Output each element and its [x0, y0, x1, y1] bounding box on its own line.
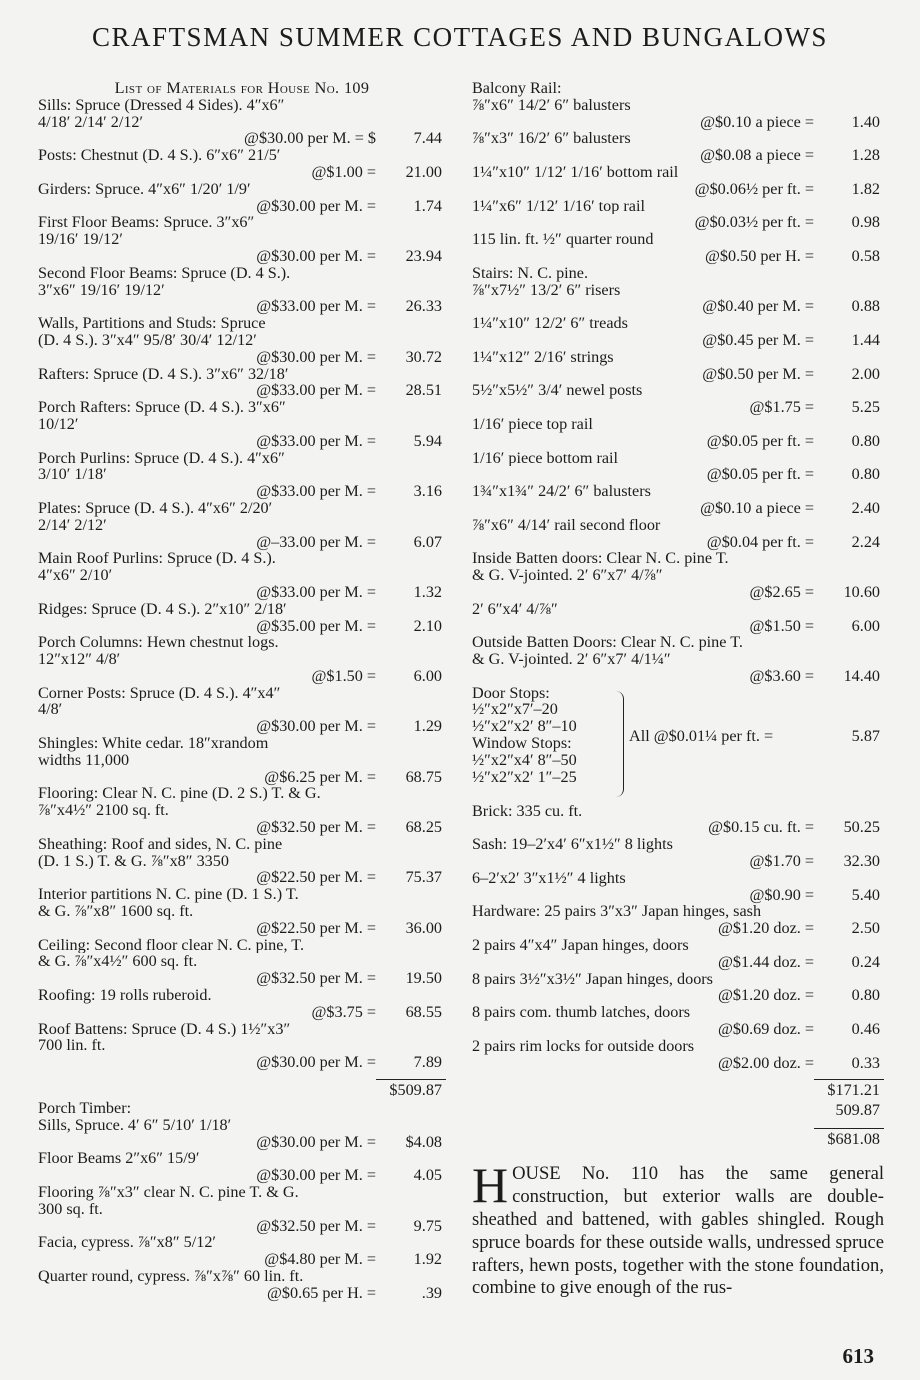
item-description: (D. 1 S.) T. & G. ⅞″x8″ 3350	[38, 852, 229, 870]
paragraph-text: OUSE No. 110 has the same general construction, but exterior walls are double-sheathed and battened, with gables shingled. Rough spruce boards for these outside walls, undressed spruce rafters, hewn posts, together with the stone foundation, combine to give enough of the rus-	[472, 1163, 884, 1299]
price-line	[38, 769, 446, 786]
item-amount: 1.44	[851, 330, 880, 349]
item-description: Balcony Rail:	[472, 80, 562, 97]
item-description: Ceiling: Second floor clear N. C. pine, T.	[38, 936, 304, 954]
item-description: & G. V-jointed. 2′ 6″x7′ 4/1¼″	[472, 651, 671, 668]
item-description: 4/18′ 2/14′ 2/12′	[38, 113, 144, 131]
item-rate: @$1.20 doz. =	[718, 919, 814, 938]
material-item	[38, 735, 446, 785]
item-rate: @$22.50 per M. =	[256, 868, 376, 887]
item-description: Rafters: Spruce (D. 4 S.). 3″x6″ 32/18′	[38, 365, 289, 383]
material-item	[472, 416, 884, 450]
material-item	[472, 550, 884, 600]
price-line	[38, 248, 446, 265]
item-rate: @$30.00 per M. =	[256, 196, 376, 215]
item-amount: 0.80	[851, 431, 880, 450]
item-amount: 68.55	[405, 1002, 442, 1021]
item-amount: 1.32	[413, 582, 442, 601]
material-item	[472, 198, 884, 232]
item-amount: 19.50	[405, 969, 442, 988]
item-rate: @–33.00 per M. =	[256, 532, 376, 551]
item-description: Plates: Spruce (D. 4 S.). 4″x6″ 2/20′	[38, 499, 273, 517]
price-line	[472, 534, 884, 551]
item-rate: @$35.00 per M. =	[256, 616, 376, 635]
drop-cap: H	[472, 1157, 509, 1214]
price-line	[472, 181, 884, 198]
item-rate: @$30.00 per M. =	[256, 1053, 376, 1072]
item-description: 2 pairs rim locks for outside doors	[472, 1037, 695, 1055]
item-description: Brick: 335 cu. ft.	[472, 802, 583, 820]
item-description: 2 pairs 4″x4″ Japan hinges, doors	[472, 937, 689, 954]
item-rate: @$33.00 per M. =	[256, 431, 376, 450]
price-line	[38, 483, 446, 500]
item-description: Main Roof Purlins: Spruce (D. 4 S.).	[38, 550, 276, 568]
stops-bracket-group	[472, 685, 884, 803]
price-line	[38, 584, 446, 601]
brick-sash-hardware-list	[472, 803, 884, 1072]
item-rate: @$30.00 per M. =	[256, 246, 376, 265]
material-item	[472, 634, 884, 684]
right-column	[472, 80, 884, 1300]
item-rate: @$30.00 per M. = $	[244, 129, 376, 148]
item-amount: 30.72	[405, 347, 442, 366]
item-description: Flooring: Clear N. C. pine (D. 2 S.) T. & G.	[38, 785, 321, 803]
price-line	[472, 114, 884, 131]
item-amount: 1.28	[851, 146, 880, 165]
brace-icon	[615, 691, 624, 797]
material-item	[472, 836, 884, 870]
item-description: Roof Battens: Spruce (D. 4 S.) 1½″x3″	[38, 1020, 291, 1038]
item-amount: 0.24	[851, 952, 880, 971]
material-item	[38, 399, 446, 449]
item-amount: 2.50	[851, 919, 880, 938]
item-rate: @$1.50 =	[311, 666, 376, 685]
balcony-stairs-list	[472, 80, 884, 685]
item-description: Facia, cypress. ⅞″x8″ 5/12′	[38, 1234, 216, 1252]
item-rate: @$33.00 per M. =	[256, 297, 376, 316]
stops-line: Door Stops:	[472, 683, 550, 702]
price-line	[38, 1285, 446, 1302]
item-description: 1/16′ piece bottom rail	[472, 449, 619, 467]
item-rate: @$3.75 =	[311, 1002, 376, 1021]
stops-line: ½″x2″x2′ 8″–10	[472, 717, 577, 736]
stops-line: ½″x2″x7′–20	[472, 700, 558, 719]
price-line	[472, 147, 884, 164]
item-description: Ridges: Spruce (D. 4 S.). 2″x10″ 2/18′	[38, 600, 287, 618]
material-item	[472, 1004, 884, 1038]
item-rate: @$0.05 per ft. =	[706, 465, 814, 484]
item-amount: 4.05	[413, 1166, 442, 1185]
material-item	[472, 803, 884, 837]
item-amount: 3.16	[413, 482, 442, 501]
item-rate: @$0.04 per ft. =	[706, 532, 814, 551]
stops-line: ½″x2″x4′ 8″–50	[472, 750, 577, 769]
item-rate: @$0.03½ per ft. =	[694, 213, 814, 232]
material-item	[472, 483, 884, 517]
item-amount: 75.37	[405, 868, 442, 887]
item-amount: 0.80	[851, 465, 880, 484]
item-amount: 10.60	[843, 582, 880, 601]
item-description: Outside Batten Doors: Clear N. C. pine T.	[472, 634, 743, 652]
item-description: 2/14′ 2/12′	[38, 516, 107, 534]
item-description: Flooring ⅞″x3″ clear N. C. pine T. & G.	[38, 1184, 299, 1201]
price-line	[38, 164, 446, 181]
item-amount: 2.00	[851, 364, 880, 383]
price-line	[38, 718, 446, 735]
item-description: First Floor Beams: Spruce. 3″x6″	[38, 214, 255, 232]
material-item	[38, 685, 446, 735]
price-line	[38, 970, 446, 987]
item-amount: 2.10	[413, 616, 442, 635]
item-rate: @$1.50 =	[749, 616, 814, 635]
item-description: Hardware: 25 pairs 3″x3″ Japan hinges, sash	[472, 903, 762, 921]
item-amount: 2.24	[851, 532, 880, 551]
price-line	[38, 1167, 446, 1184]
price-line	[472, 954, 884, 971]
material-item	[38, 181, 446, 215]
house-total: $509.87	[389, 1081, 442, 1100]
material-item	[38, 265, 446, 315]
material-item	[38, 634, 446, 684]
porch-timber-heading: Porch Timber:	[38, 1100, 132, 1117]
item-amount: 50.25	[843, 818, 880, 837]
material-item	[38, 785, 446, 835]
item-description: 700 lin. ft.	[38, 1037, 106, 1055]
item-rate: @$0.65 per H. =	[266, 1283, 376, 1302]
item-amount: 21.00	[405, 162, 442, 181]
item-description: Second Floor Beams: Spruce (D. 4 S.).	[38, 264, 291, 282]
material-item	[38, 450, 446, 500]
price-line	[38, 298, 446, 315]
stops-amount: 5.87	[851, 726, 880, 745]
grand-total: $681.08	[827, 1130, 880, 1149]
item-amount: 0.33	[851, 1053, 880, 1072]
item-amount: 0.88	[851, 297, 880, 316]
material-item	[38, 1268, 446, 1302]
left-column	[38, 80, 446, 1302]
item-description: widths 11,000	[38, 751, 130, 769]
item-description: ⅞″x6″ 4/14′ rail second floor	[472, 516, 661, 534]
item-amount: 23.94	[405, 246, 442, 265]
item-description: ⅞″x7½″ 13/2′ 6″ risers	[472, 281, 621, 299]
material-item	[38, 97, 446, 147]
material-item	[38, 550, 446, 600]
item-description: Roofing: 19 rolls ruberoid.	[38, 987, 212, 1004]
item-rate: @$0.06½ per ft. =	[694, 179, 814, 198]
price-line	[472, 433, 884, 450]
price-line	[472, 1021, 884, 1038]
price-line	[472, 584, 884, 601]
item-description: Floor Beams 2″x6″ 15/9′	[38, 1150, 200, 1168]
item-amount: 6.00	[851, 616, 880, 635]
item-amount: 0.98	[851, 213, 880, 232]
price-line	[38, 819, 446, 836]
material-item	[38, 836, 446, 886]
item-rate: @$0.15 cu. ft. =	[708, 818, 814, 837]
item-amount: 32.30	[843, 852, 880, 871]
item-rate: @$30.00 per M. =	[256, 347, 376, 366]
item-rate: @$1.70 =	[749, 852, 814, 871]
item-amount: 5.94	[413, 431, 442, 450]
item-description: & G. V-jointed. 2′ 6″x7′ 4/⅞″	[472, 567, 663, 584]
item-amount: $4.08	[405, 1132, 442, 1151]
price-line	[472, 618, 884, 635]
item-amount: 14.40	[843, 666, 880, 685]
item-description: 5½″x5½″ 3/4′ newel posts	[472, 382, 643, 400]
price-line	[472, 214, 884, 231]
item-description: Corner Posts: Spruce (D. 4 S.). 4″x4″	[38, 684, 281, 702]
item-amount: 6.07	[413, 532, 442, 551]
material-item	[472, 517, 884, 551]
material-item	[472, 870, 884, 904]
item-amount: 36.00	[405, 918, 442, 937]
item-description: Girders: Spruce. 4″x6″ 1/20′ 1/9′	[38, 180, 251, 198]
price-line	[38, 1251, 446, 1268]
price-line	[472, 332, 884, 349]
price-line	[472, 887, 884, 904]
item-amount: 5.25	[851, 398, 880, 417]
item-rate: @$32.50 per M. =	[256, 1216, 376, 1235]
item-rate: @$0.10 a piece =	[700, 112, 814, 131]
material-item	[472, 231, 884, 265]
item-description: 3/10′ 1/18′	[38, 466, 107, 484]
item-rate: @$33.00 per M. =	[256, 482, 376, 501]
material-item	[38, 601, 446, 635]
material-item	[38, 366, 446, 400]
price-line	[472, 853, 884, 870]
item-rate: @$0.50 per H. =	[704, 246, 814, 265]
item-rate: @$1.75 =	[749, 398, 814, 417]
item-description: 1¾″x1¾″ 24/2′ 6″ balusters	[472, 483, 651, 500]
item-description: 8 pairs 3½″x3½″ Japan hinges, doors	[472, 970, 713, 988]
item-description: Sills: Spruce (Dressed 4 Sides). 4″x6″	[38, 96, 285, 114]
material-item	[472, 971, 884, 1005]
price-line	[472, 399, 884, 416]
item-rate: @$1.44 doz. =	[718, 952, 814, 971]
item-amount: 68.25	[405, 818, 442, 837]
item-description: Porch Columns: Hewn chestnut logs.	[38, 634, 279, 652]
price-line	[472, 668, 884, 685]
item-amount: 5.40	[851, 885, 880, 904]
item-rate: @$0.90 =	[749, 885, 814, 904]
stops-line: ½″x2″x2′ 1″–25	[472, 767, 577, 786]
item-rate: @$1.20 doz. =	[718, 986, 814, 1005]
item-description: Sheathing: Roof and sides, N. C. pine	[38, 835, 283, 853]
price-line	[38, 1134, 446, 1151]
item-rate: @$0.69 doz. =	[718, 1020, 814, 1039]
item-description: 10/12′	[38, 415, 79, 433]
price-line	[38, 618, 446, 635]
item-rate: @$2.00 doz. =	[718, 1053, 814, 1072]
item-description: 2′ 6″x4′ 4/⅞″	[472, 600, 558, 618]
material-item	[472, 315, 884, 349]
item-description: Porch Purlins: Spruce (D. 4 S.). 4″x6″	[38, 449, 285, 467]
item-amount: 7.44	[413, 129, 442, 148]
item-amount: 1.74	[413, 196, 442, 215]
list-heading: List of Materials for House No. 109	[114, 79, 370, 97]
item-amount: 0.80	[851, 986, 880, 1005]
price-line	[472, 920, 884, 937]
stops-line: Window Stops:	[472, 734, 572, 753]
item-amount: 1.92	[413, 1250, 442, 1269]
item-description: 4/8′	[38, 701, 63, 719]
price-line	[472, 298, 884, 315]
stops-lines	[472, 685, 577, 786]
item-amount: 9.75	[413, 1216, 442, 1235]
price-line	[38, 382, 446, 399]
item-description: 1¼″x12″ 2/16′ strings	[472, 348, 614, 366]
material-item	[38, 1021, 446, 1071]
item-amount: 1.29	[413, 717, 442, 736]
material-item	[38, 886, 446, 936]
item-amount: 1.40	[851, 112, 880, 131]
item-amount: 1.82	[851, 179, 880, 198]
item-amount: 0.46	[851, 1020, 880, 1039]
item-rate: @$2.65 =	[749, 582, 814, 601]
item-description: & G. ⅞″x8″ 1600 sq. ft.	[38, 903, 194, 920]
material-item	[472, 450, 884, 484]
price-line	[38, 130, 446, 147]
item-description: 300 sq. ft.	[38, 1200, 103, 1218]
price-line	[472, 987, 884, 1004]
item-amount: 26.33	[405, 297, 442, 316]
item-description: Sash: 19–2′x4′ 6″x1½″ 8 lights	[472, 836, 673, 854]
subtotal: $171.21	[827, 1081, 880, 1100]
material-item	[38, 987, 446, 1021]
item-description: 6–2′x2′ 3″x1½″ 4 lights	[472, 869, 626, 887]
price-line	[472, 819, 884, 836]
item-description: Interior partitions N. C. pine (D. 1 S.) T.	[38, 886, 299, 904]
item-amount: 0.58	[851, 246, 880, 265]
item-description: 1¼″x10″ 12/2′ 6″ treads	[472, 315, 628, 332]
price-line	[472, 1055, 884, 1072]
item-description: 8 pairs com. thumb latches, doors	[472, 1004, 691, 1022]
material-item	[38, 937, 446, 987]
price-line	[38, 1054, 446, 1071]
material-item	[38, 315, 446, 365]
material-item	[472, 349, 884, 383]
item-description: 1¼″x10″ 1/12′ 1/16′ bottom rail	[472, 163, 679, 181]
price-line	[38, 534, 446, 551]
house-110-paragraph	[472, 1157, 884, 1300]
materials-list	[38, 97, 446, 1071]
item-description: Inside Batten doors: Clear N. C. pine T.	[472, 550, 729, 568]
carried-total: 509.87	[835, 1101, 880, 1120]
item-amount: .39	[421, 1283, 442, 1302]
page-title: CRAFTSMAN SUMMER COTTAGES AND BUNGALOWS	[92, 22, 828, 52]
material-item	[472, 601, 884, 635]
price-line	[472, 466, 884, 483]
price-line	[472, 366, 884, 383]
item-description: 1/16′ piece top rail	[472, 415, 593, 433]
item-description: ⅞″x3″ 16/2′ 6″ balusters	[472, 130, 631, 148]
item-rate: @$32.50 per M. =	[256, 969, 376, 988]
item-rate: @$0.40 per M. =	[702, 297, 814, 316]
item-description: 3″x6″ 19/16′ 19/12′	[38, 281, 165, 299]
item-description: Porch Rafters: Spruce (D. 4 S.). 3″x6″	[38, 399, 286, 416]
material-item	[38, 1184, 446, 1234]
item-amount: 2.40	[851, 498, 880, 517]
price-line	[38, 198, 446, 215]
price-line	[38, 433, 446, 450]
item-description: 4″x6″ 2/10′	[38, 567, 113, 584]
material-item	[38, 147, 446, 181]
material-item	[472, 903, 884, 937]
item-rate: @$30.00 per M. =	[256, 717, 376, 736]
material-item	[472, 1038, 884, 1072]
material-item	[38, 1234, 446, 1268]
item-description: ⅞″x6″ 14/2′ 6″ balusters	[472, 96, 631, 114]
item-description: Stairs: N. C. pine.	[472, 264, 589, 282]
price-line	[38, 668, 446, 685]
item-description: 12″x12″ 4/8′	[38, 651, 121, 668]
price-line	[38, 920, 446, 937]
material-item	[472, 382, 884, 416]
item-rate: @$33.00 per M. =	[256, 381, 376, 400]
item-description: Shingles: White cedar. 18″xrandom	[38, 735, 269, 752]
material-item	[472, 130, 884, 164]
material-item	[472, 265, 884, 315]
item-amount: 28.51	[405, 381, 442, 400]
item-description: Sills, Spruce. 4′ 6″ 5/10′ 1/18′	[38, 1116, 232, 1134]
price-line	[38, 1218, 446, 1235]
material-item	[38, 1150, 446, 1184]
porch-timber-list	[38, 1117, 446, 1302]
item-rate: @$0.08 a piece =	[700, 146, 814, 165]
item-rate: @$32.50 per M. =	[256, 818, 376, 837]
material-item	[38, 214, 446, 264]
item-rate: @$30.00 per M. =	[256, 1166, 376, 1185]
item-description: (D. 4 S.). 3″x4″ 95/8′ 30/4′ 12/12′	[38, 331, 257, 349]
item-amount: 6.00	[413, 666, 442, 685]
page-number: 613	[842, 1344, 874, 1368]
price-line	[38, 349, 446, 366]
material-item	[472, 164, 884, 198]
price-line	[38, 1004, 446, 1021]
item-rate: @$0.10 a piece =	[700, 498, 814, 517]
item-rate: @$0.45 per M. =	[702, 330, 814, 349]
item-amount: 68.75	[405, 767, 442, 786]
item-rate: @$22.50 per M. =	[256, 918, 376, 937]
item-rate: @$0.50 per M. =	[702, 364, 814, 383]
item-rate: @$6.25 per M. =	[264, 767, 376, 786]
item-description: 115 lin. ft. ½″ quarter round	[472, 231, 654, 248]
price-line	[38, 869, 446, 886]
item-description: Quarter round, cypress. ⅞″x⅞″ 60 lin. ft.	[38, 1267, 304, 1285]
material-item	[38, 1117, 446, 1151]
item-rate: @$4.80 per M. =	[264, 1250, 376, 1269]
item-description: ⅞″x4½″ 2100 sq. ft.	[38, 802, 169, 820]
price-line	[472, 248, 884, 265]
item-amount: 7.89	[413, 1053, 442, 1072]
item-rate: @$0.05 per ft. =	[706, 431, 814, 450]
item-description: 19/16′ 19/12′	[38, 231, 123, 248]
material-item	[472, 937, 884, 971]
stops-rate: All @$0.01¼ per ft. =	[629, 726, 774, 745]
item-rate: @$1.00 =	[311, 162, 376, 181]
item-description: Posts: Chestnut (D. 4 S.). 6″x6″ 21/5′	[38, 147, 281, 164]
price-line	[472, 500, 884, 517]
material-item	[38, 500, 446, 550]
material-item	[472, 80, 884, 130]
item-rate: @$3.60 =	[749, 666, 814, 685]
item-rate: @$33.00 per M. =	[256, 582, 376, 601]
item-description: & G. ⅞″x4½″ 600 sq. ft.	[38, 953, 198, 971]
item-description: Walls, Partitions and Studs: Spruce	[38, 315, 266, 332]
item-rate: @$30.00 per M. =	[256, 1132, 376, 1151]
item-description: 1¼″x6″ 1/12′ 1/16′ top rail	[472, 197, 645, 215]
